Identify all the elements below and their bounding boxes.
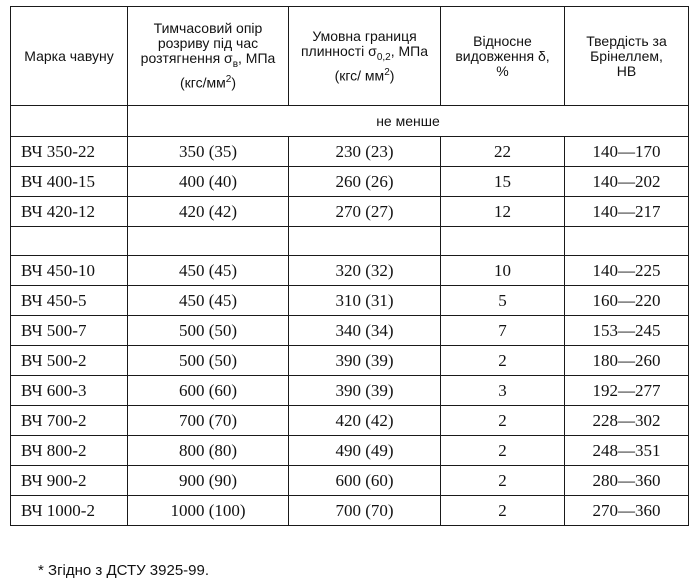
- elongation-cell: 10: [441, 256, 565, 286]
- header-yield-unit-end: ): [389, 67, 395, 84]
- elongation-cell: 22: [441, 137, 565, 167]
- elongation-cell: 2: [441, 466, 565, 496]
- yield-cell: 700 (70): [289, 496, 441, 526]
- empty-cell: [565, 227, 689, 256]
- cast-iron-properties-table: [10, 6, 689, 526]
- header-grade: Марка чавуну: [11, 7, 128, 106]
- table-row: [11, 286, 689, 316]
- tensile-cell: 400 (40): [128, 167, 289, 197]
- grade-cell: ВЧ 1000-2: [11, 496, 128, 526]
- empty-cell: [441, 227, 565, 256]
- header-yield-sub: 0,2: [376, 51, 391, 63]
- hardness-cell: 140—225: [565, 256, 689, 286]
- table-row: [11, 496, 689, 526]
- table-row: [11, 346, 689, 376]
- grade-cell: ВЧ 400-15: [11, 167, 128, 197]
- table-row: [11, 316, 689, 346]
- header-hardness: [565, 7, 689, 106]
- elongation-cell: 2: [441, 496, 565, 526]
- header-tensile-unit-end: ): [231, 74, 236, 91]
- header-yield-unit: МПа (кгс/ мм: [334, 42, 429, 84]
- table-row: [11, 376, 689, 406]
- hardness-cell: 248—351: [565, 436, 689, 466]
- table-row: [11, 197, 689, 227]
- tensile-cell: 450 (45): [128, 256, 289, 286]
- grade-cell: ВЧ 500-7: [11, 316, 128, 346]
- yield-cell: 390 (39): [289, 376, 441, 406]
- empty-cell: [289, 227, 441, 256]
- grade-cell: ВЧ 700-2: [11, 406, 128, 436]
- header-yield-sup: 2: [384, 66, 390, 78]
- min-values-note: не менше: [128, 106, 689, 137]
- header-elong-main: Відносне видовження δ,: [455, 32, 550, 64]
- hardness-cell: 280—360: [565, 466, 689, 496]
- tensile-cell: 500 (50): [128, 346, 289, 376]
- yield-cell: 390 (39): [289, 346, 441, 376]
- hardness-cell: 160—220: [565, 286, 689, 316]
- yield-cell: 490 (49): [289, 436, 441, 466]
- table-row: [11, 137, 689, 167]
- hardness-cell: 153—245: [565, 316, 689, 346]
- elongation-cell: 7: [441, 316, 565, 346]
- footnote: * Згідно з ДСТУ 3925-99.: [38, 562, 210, 579]
- grade-cell: ВЧ 800-2: [11, 436, 128, 466]
- header-yield-main: Умовна границя плинності σ: [300, 27, 417, 59]
- yield-cell: 310 (31): [289, 286, 441, 316]
- header-yield-strength: Умовна границя плинності $\sigma_{0,2}$, МПа (кгс/ $мм^2$): [289, 7, 441, 106]
- table-row: [11, 256, 689, 286]
- hardness-cell: 140—217: [565, 197, 689, 227]
- elongation-cell: 2: [441, 346, 565, 376]
- header-tensile-unit: МПа (кгс/мм: [180, 50, 276, 91]
- tensile-cell: 500 (50): [128, 316, 289, 346]
- hardness-cell: 228—302: [565, 406, 689, 436]
- grade-cell: ВЧ 350-22: [11, 137, 128, 167]
- hardness-cell: 270—360: [565, 496, 689, 526]
- yield-cell: 340 (34): [289, 316, 441, 346]
- hardness-cell: 192—277: [565, 376, 689, 406]
- empty-cell: [11, 227, 128, 256]
- tensile-cell: 600 (60): [128, 376, 289, 406]
- grade-header-extension: [11, 106, 128, 137]
- elongation-cell: 12: [441, 197, 565, 227]
- yield-cell: 260 (26): [289, 167, 441, 197]
- header-elong-unit: %: [496, 62, 509, 79]
- tensile-cell: 420 (42): [128, 197, 289, 227]
- elongation-cell: 2: [441, 436, 565, 466]
- hardness-cell: 140—202: [565, 167, 689, 197]
- table-row: [11, 406, 689, 436]
- tensile-cell: 450 (45): [128, 286, 289, 316]
- grade-cell: ВЧ 500-2: [11, 346, 128, 376]
- header-hard-unit: НВ: [616, 62, 637, 79]
- yield-cell: 600 (60): [289, 466, 441, 496]
- elongation-cell: 3: [441, 376, 565, 406]
- grade-cell: ВЧ 600-3: [11, 376, 128, 406]
- tensile-cell: 1000 (100): [128, 496, 289, 526]
- elongation-cell: 2: [441, 406, 565, 436]
- header-tensile-main: Тимчасовий опір розриву під час розтягнення σ: [140, 20, 263, 67]
- header-hard-main: Твердість за Брінеллем,: [586, 32, 667, 64]
- elongation-cell: 15: [441, 167, 565, 197]
- empty-row: [11, 227, 689, 256]
- tensile-cell: 900 (90): [128, 466, 289, 496]
- yield-cell: 320 (32): [289, 256, 441, 286]
- header-tensile-sub: в: [232, 59, 239, 71]
- yield-cell: 270 (27): [289, 197, 441, 227]
- table-row: [11, 167, 689, 197]
- grade-cell: ВЧ 900-2: [11, 466, 128, 496]
- hardness-cell: 180—260: [565, 346, 689, 376]
- elongation-cell: 5: [441, 286, 565, 316]
- yield-cell: 420 (42): [289, 406, 441, 436]
- grade-cell: ВЧ 450-5: [11, 286, 128, 316]
- tensile-cell: 700 (70): [128, 406, 289, 436]
- table-row: [11, 436, 689, 466]
- grade-cell: ВЧ 450-10: [11, 256, 128, 286]
- yield-cell: 230 (23): [289, 137, 441, 167]
- table-row: [11, 466, 689, 496]
- header-elongation: [441, 7, 565, 106]
- header-tensile-sup: 2: [225, 74, 232, 86]
- tensile-cell: 350 (35): [128, 137, 289, 167]
- grade-cell: ВЧ 420-12: [11, 197, 128, 227]
- hardness-cell: 140—170: [565, 137, 689, 167]
- tensile-cell: 800 (80): [128, 436, 289, 466]
- header-tensile-strength: Тимчасовий опір розриву під час розтягнення $\sigma_в$, МПа $(кгс/мм^2)$: [128, 7, 289, 106]
- empty-cell: [128, 227, 289, 256]
